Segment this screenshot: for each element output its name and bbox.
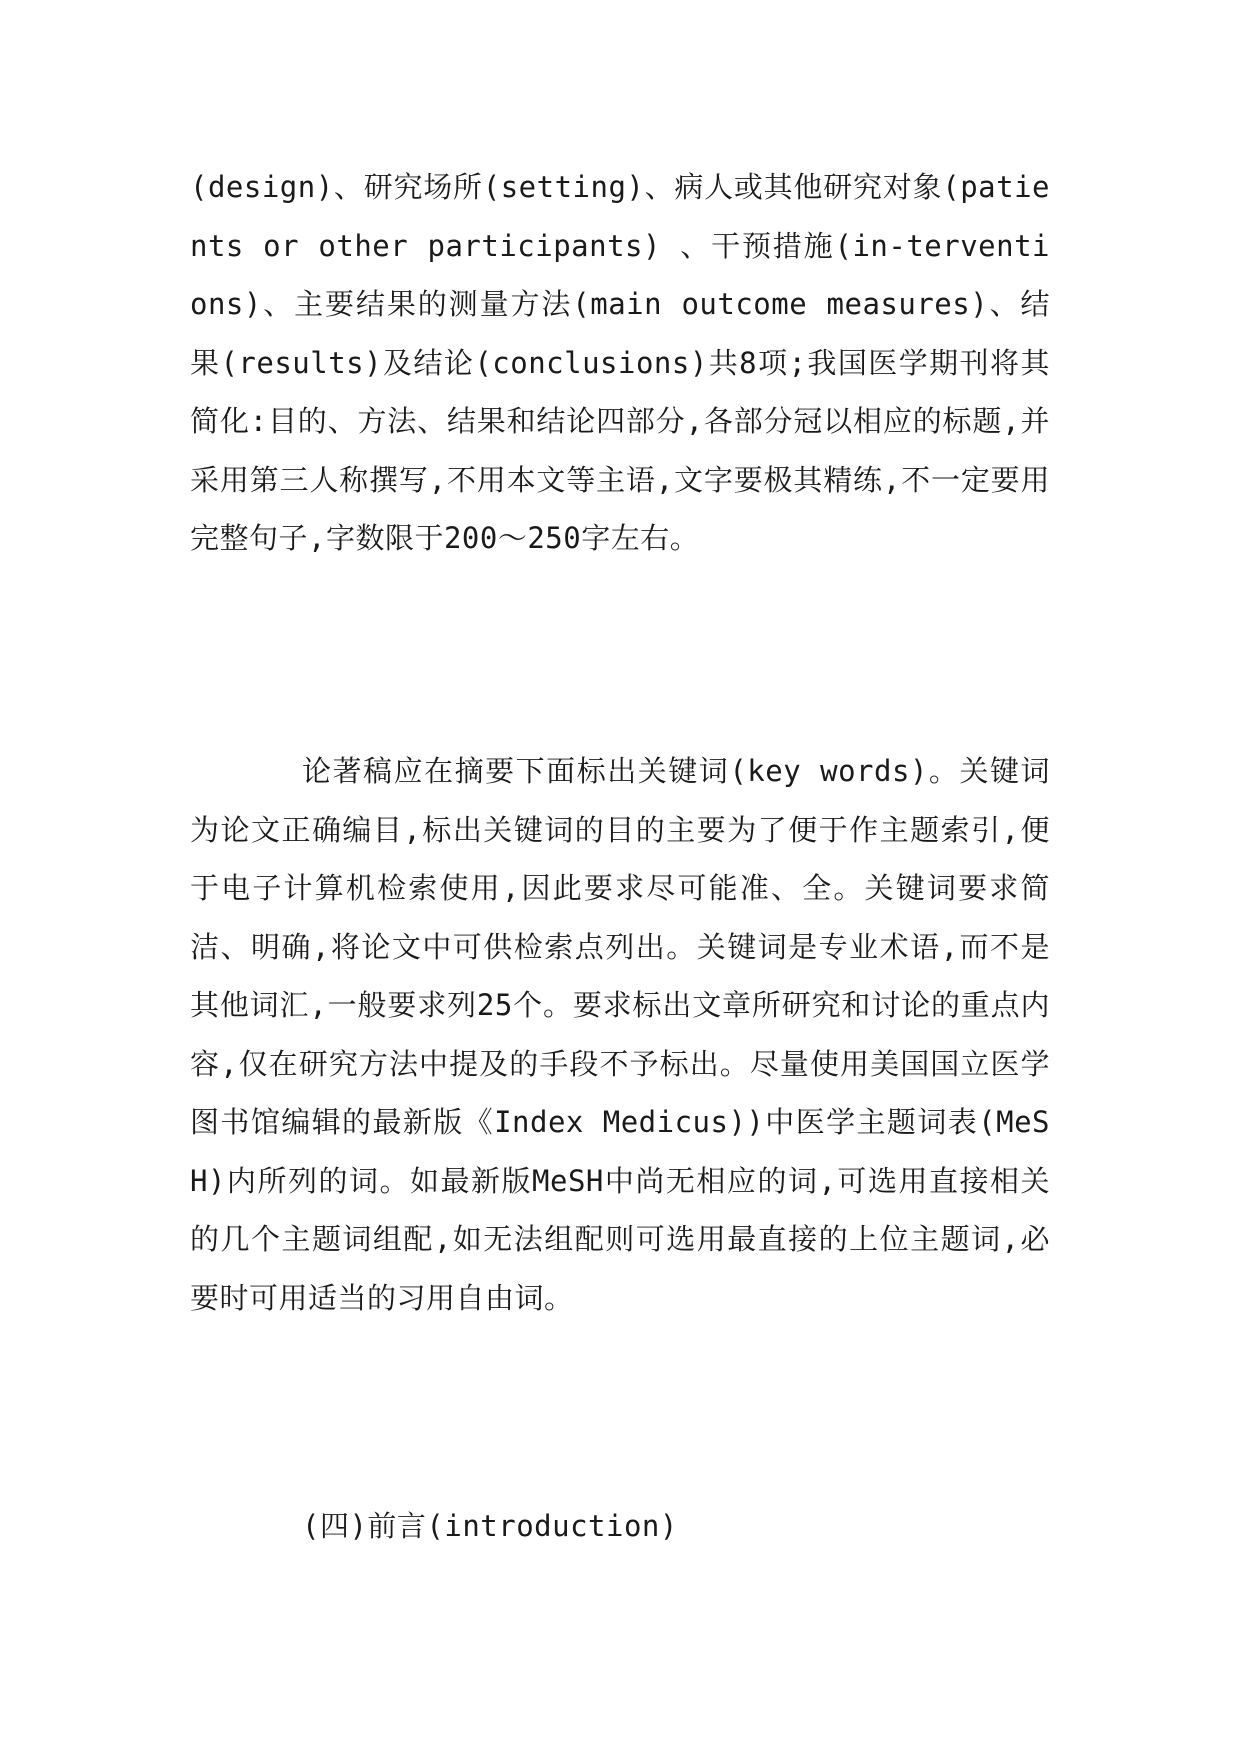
section-heading-introduction: (四)前言(introduction) bbox=[302, 1509, 678, 1543]
abstract-structure-paragraph: (design)、研究场所(setting)、病人或其他研究对象(patients or other participants) 、干预措施(in-terventions)、主要结果的测量方法(main outcome measures)、结果(results)及结论(conclusions)共8项;我国医学期刊将其简化:目的、方法、结果和结论四部分,各部分冠以相应的标题,并采用第三人称撰写,不用本文等主语,文字要极其精练,不一定要用完整句子,字数限于200～250字左右。 bbox=[190, 170, 1050, 555]
keywords-paragraph: 论著稿应在摘要下面标出关键词(key words)。关键词为论文正确编目,标出关键词的目的主要为了便于作主题索引,便于电子计算机检索使用,因此要求尽可能准、全。关键词要求简洁、明确,将论文中可供检索点列出。关键词是专业术语,而不是其他词汇,一般要求列25个。要求标出文章所研究和讨论的重点内容,仅在研究方法中提及的手段不予标出。尽量使用美国国立医学图书馆编辑的最新版《Index Medicus))中医学主题词表(MeSH)内所列的词。如最新版MeSH中尚无相应的词,可选用直接相关的几个主题词组配,如无法组配则可选用最直接的上位主题词,必要时可用适当的习用自由词。 bbox=[190, 754, 1050, 1315]
